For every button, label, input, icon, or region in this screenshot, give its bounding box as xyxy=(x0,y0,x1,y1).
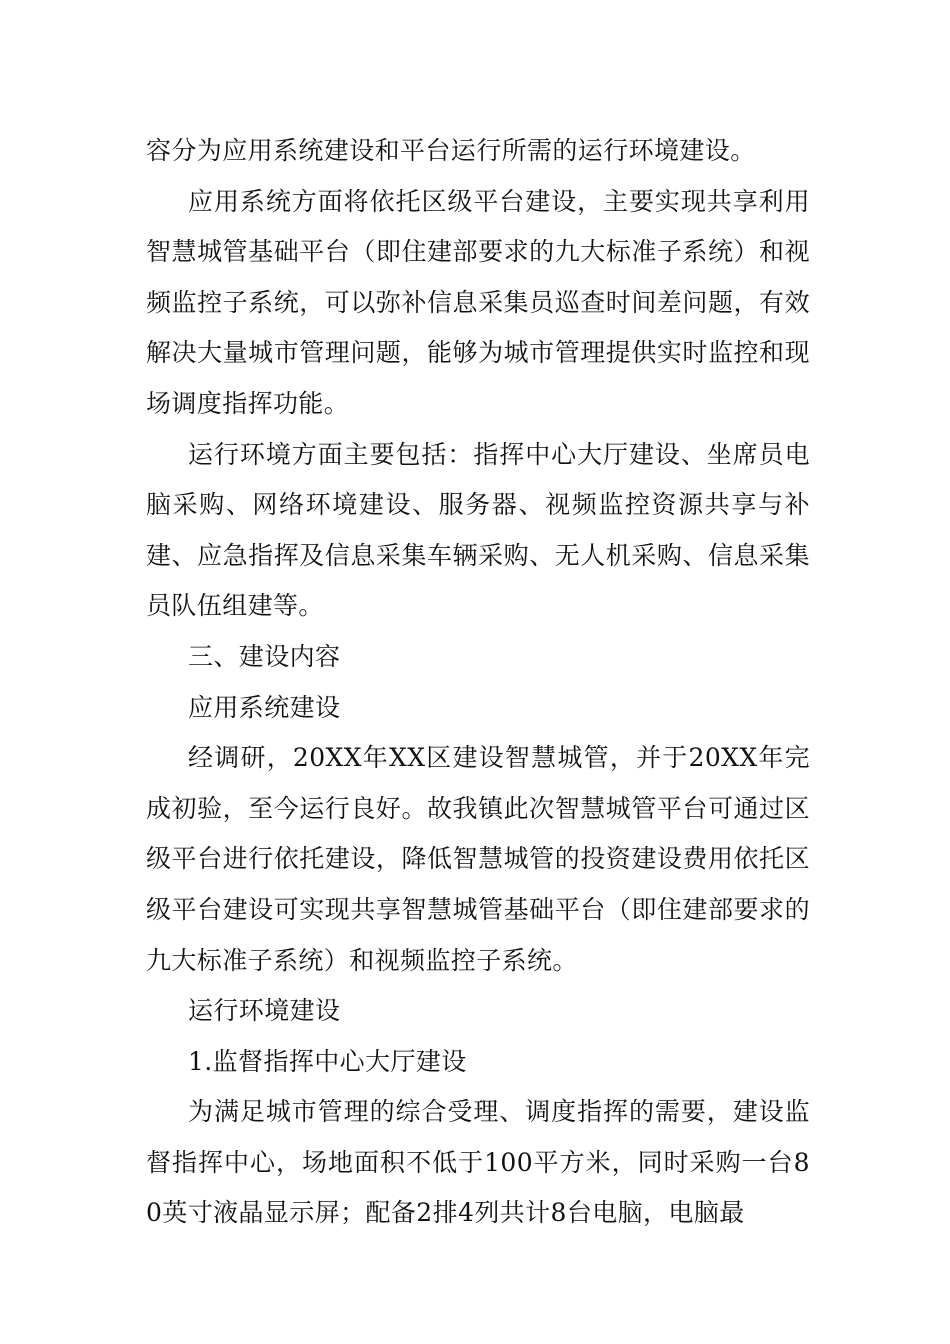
section-heading-construction-content: 三、建设内容 xyxy=(188,641,341,671)
paragraph-application-system-details: 经调研，20XX年XX区建设智慧城管，并于20XX年完成初验，至今运行良好。故我镇此次智慧城管平台可通过区级平台进行依托建设，降低智慧城管的投资建设费用依托区级平台建设可实现共享智慧城管基础平台（即住建部要求的九大标准子系统）和视频监控子系统。 xyxy=(146,743,810,975)
paragraph-continuation: 容分为应用系统建设和平台运行所需的运行环境建设。 xyxy=(146,136,756,165)
paragraph-command-hall-details: 为满足城市管理的综合受理、调度指挥的需要，建设监督指挥中心，场地面积不低于100平方米，同时采购一台80英寸液晶显示屏；配备2排4列共计8台电脑，电脑最 xyxy=(146,1097,810,1228)
document-body xyxy=(146,126,810,1239)
item-heading-command-hall: 1.监督指挥中心大厅建设 xyxy=(188,1046,467,1076)
subheading-application-system: 应用系统建设 xyxy=(188,692,341,722)
paragraph-operating-environment-overview: 运行环境方面主要包括：指挥中心大厅建设、坐席员电脑采购、网络环境建设、服务器、视频监控资源共享与补建、应急指挥及信息采集车辆采购、无人机采购、信息采集员队伍组建等。 xyxy=(146,439,810,621)
subheading-operating-environment: 运行环境建设 xyxy=(188,996,341,1026)
paragraph-application-system-overview: 应用系统方面将依托区级平台建设，主要实现共享利用智慧城管基础平台（即住建部要求的九大标准子系统）和视频监控子系统，可以弥补信息采集员巡查时间差问题，有效解决大量城市管理问题，能够为城市管理提供实时监控和现场调度指挥功能。 xyxy=(146,186,810,418)
